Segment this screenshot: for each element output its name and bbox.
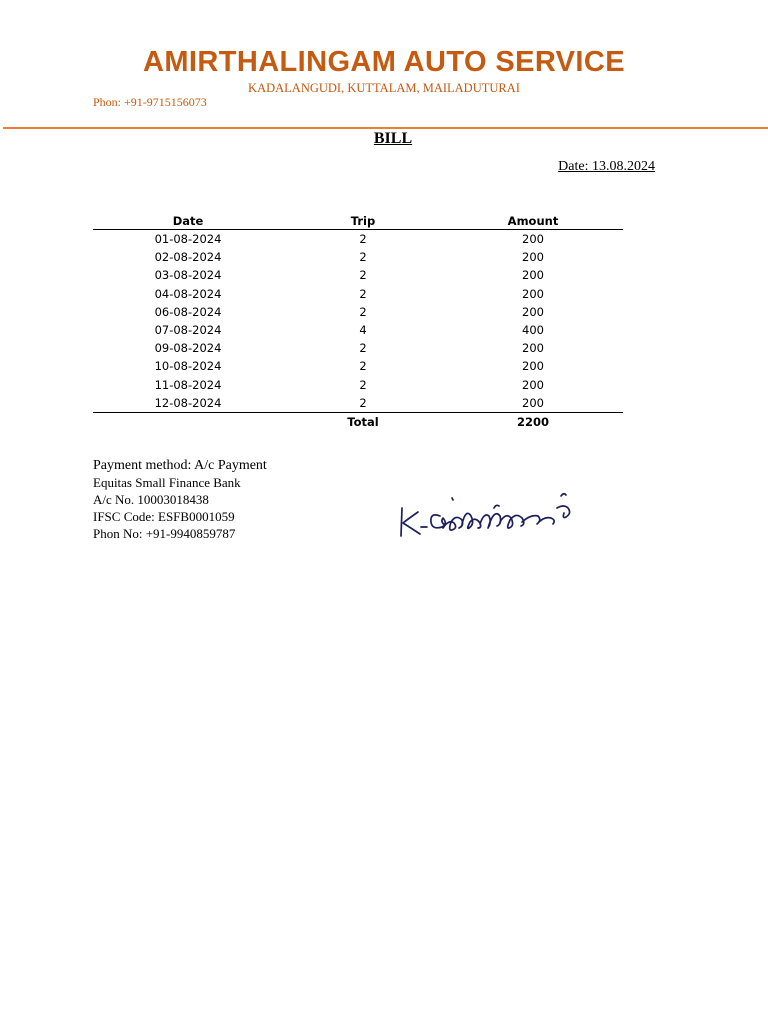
bill-date: Date: 13.08.2024: [558, 159, 655, 174]
cell-trip: 2: [283, 394, 443, 413]
cell-date: 11-08-2024: [154, 377, 222, 392]
cell-date: 09-08-2024: [154, 341, 222, 356]
company-address: KADALANGUDI, KUTTALAM, MAILADUTURAI: [248, 81, 520, 95]
cell-trip: 2: [359, 341, 367, 356]
payment-details: [93, 457, 267, 542]
cell-date: 06-08-2024: [154, 304, 222, 319]
table-header-row: [93, 212, 623, 230]
cell-amount: 200: [522, 359, 544, 374]
cell-date: 07-08-2024: [154, 323, 222, 338]
column-header-trip: Trip: [283, 212, 443, 230]
cell-amount: 200: [522, 232, 544, 247]
cell-amount: 200: [443, 394, 623, 413]
table-row: [93, 230, 623, 249]
cell-amount: 200: [522, 377, 544, 392]
cell-trip: 2: [359, 250, 367, 265]
table-row: [93, 248, 623, 266]
cell-trip: 4: [359, 323, 367, 338]
table-row: [93, 357, 623, 375]
cell-date: 01-08-2024: [154, 232, 222, 247]
cell-date: 10-08-2024: [154, 359, 222, 374]
cell-date: 02-08-2024: [154, 250, 222, 265]
table-row: [93, 321, 623, 339]
table-row: [93, 285, 623, 303]
total-label: Total: [347, 415, 379, 430]
table-row: [93, 303, 623, 321]
cell-trip: 2: [359, 232, 367, 247]
bill-table: [93, 212, 623, 432]
cell-amount: 200: [522, 250, 544, 265]
cell-date: 12-08-2024: [93, 394, 283, 413]
table-row: [93, 376, 623, 394]
cell-amount: 200: [522, 268, 544, 283]
cell-date: 04-08-2024: [154, 286, 222, 301]
total-row: [93, 412, 623, 432]
column-header-amount: Amount: [443, 212, 623, 230]
cell-amount: 200: [522, 341, 544, 356]
bill-title: BILL: [373, 130, 413, 147]
ifsc-code: IFSC Code: ESFB0001059: [93, 509, 235, 524]
payment-phone: Phon No: +91-9940859787: [93, 526, 236, 541]
cell-date: 03-08-2024: [154, 268, 222, 283]
account-number: A/c No. 10003018438: [93, 492, 209, 507]
total-value: 2200: [516, 415, 549, 430]
cell-trip: 2: [359, 377, 367, 392]
signature-image: [396, 486, 580, 542]
bank-name: Equitas Small Finance Bank: [93, 475, 241, 490]
table-row: [93, 339, 623, 357]
cell-trip: 2: [359, 359, 367, 374]
column-header-date: Date: [93, 212, 283, 230]
cell-amount: 200: [522, 304, 544, 319]
cell-trip: 2: [359, 286, 367, 301]
cell-trip: 2: [359, 304, 367, 319]
total-empty-cell: [93, 412, 283, 432]
payment-method: Payment method: A/c Payment: [93, 458, 267, 473]
cell-amount: 400: [522, 323, 544, 338]
table-row: [93, 266, 623, 284]
cell-trip: 2: [359, 268, 367, 283]
cell-amount: 200: [522, 286, 544, 301]
company-name: AMIRTHALINGAM AUTO SERVICE: [143, 46, 625, 78]
table-row: [93, 394, 623, 413]
company-phone: Phon: +91-9715156073: [93, 95, 207, 109]
